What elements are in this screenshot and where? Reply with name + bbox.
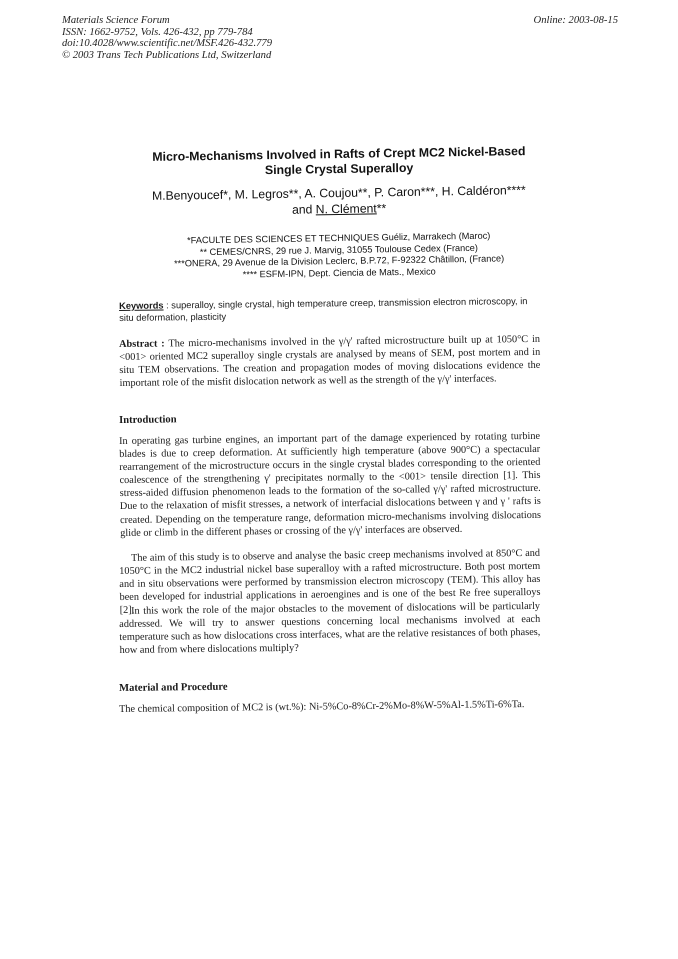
affiliation-4: **** ESFM-IPN, Dept. Ciencia de Mats., Mexico [242, 266, 436, 280]
introduction-heading: Introduction [119, 414, 177, 426]
authors-line-1: M.Benyoucef*, M. Legros**, A. Coujou**, P. Caron***, H. Caldéron**** [151, 183, 526, 203]
title-line-1: Micro-Mechanisms Involved in Rafts of Crept MC2 Nickel-Based [152, 144, 526, 164]
affiliation-1: *FACULTE DES SCIENCES ET TECHNIQUES Guéliz, Marrakech (Maroc) [187, 230, 491, 246]
paper-title [100, 143, 578, 181]
material-paragraph-1: The chemical composition of MC2 is (wt.%): Ni-5%Co-8%Cr-2%Mo-8%W-5%Al-1.5%Ti-6%Ta. [119, 699, 525, 715]
affiliation-2: ** CEMES/CNRS, 29 rue J. Marvig, 31055 Toulouse Cedex (France) [199, 242, 479, 257]
issn-line: ISSN: 1662-9752, Vols. 426-432, pp 779-784 [62, 26, 253, 38]
corresponding-author: N. Clément [315, 200, 377, 216]
title-line-2: Single Crystal Superalloy [264, 160, 414, 178]
copyright-line: © 2003 Trans Tech Publications Ltd, Switzerland [62, 49, 272, 61]
doi-line: doi:10.4028/www.scientific.net/MSF.426-432.779 [62, 38, 272, 50]
journal-name: Materials Science Forum [62, 15, 170, 26]
intro-paragraph-3: In this work the role of the major obstacles to the movement of dislocations will be particularly addressed. We will try to answer questions concerning local mechanisms involved at each temperature such as how dislocations cross interfaces, what are the relative resistances of both phases, how and from where dislocations multiply? [119, 600, 541, 657]
abstract-label: Abstract : [119, 338, 165, 350]
author-affil-mark: ** [376, 200, 387, 215]
keywords-label: Keywords [119, 300, 164, 311]
intro-paragraph-2: The aim of this study is to observe and analyse the basic creep mechanisms involved at 850°C and 1050°C in the MC2 industrial nickel base superalloy with a rafted microstructure. Both post mortem and in situ observations were performed by transmission electron microscopy (TEM). This alloy has been developed for industrial applications in aeroengines and is one of the best Re free superalloys [2]. [119, 547, 541, 617]
affiliations [110, 229, 569, 283]
authors-and: and [291, 201, 316, 217]
material-heading: Material and Procedure [119, 681, 228, 694]
journal-header [62, 15, 272, 61]
abstract-text: The micro-mechanisms involved in the γ/γ' rafted microstructure built up at 1050°C in <001> oriented MC2 superalloy single crystals are analysed by means of SEM, post mortem and in situ TEM observations. The creation and propagation modes of moving dislocations evidence the important role of the misfit dislocation network as well as the strength of the γ/γ' interfaces. [119, 333, 541, 390]
affiliation-3: ***ONERA, 29 Avenue de la Division Leclerc, B.P.72, F-92322 Châtillon, (France) [173, 253, 505, 269]
abstract [119, 333, 541, 391]
intro-paragraph-1: In operating gas turbine engines, an important part of the damage experienced by rotating turbine blades is due to creep deformation. At sufficiently high temperature (above 900°C) a spectacular rearrangement of the microstructure occurs in the single crystal blades corresponding to the oriented coalescence of the strengthening γ' precipitates normally to the <001> tensile direction [1]. This stress-aided diffusion phenomenon leads to the formation of the so-called γ/γ' rafted microstructure. Due to the relaxation of misfit stresses, a network of interfacial dislocations between γ and γ ' rafts is created. Depending on the temperature range, deformation micro-mechanisms involving dislocations glide or climb in the different phases or crossing of the γ/γ' interfaces are observed. [119, 430, 542, 539]
keywords-text: : superalloy, single crystal, high temperature creep, transmission electron microscopy, in situ deformation, plasticity [119, 296, 528, 324]
online-date: Online: 2003-08-15 [533, 15, 618, 26]
keywords [119, 295, 540, 325]
author-list [98, 182, 580, 221]
